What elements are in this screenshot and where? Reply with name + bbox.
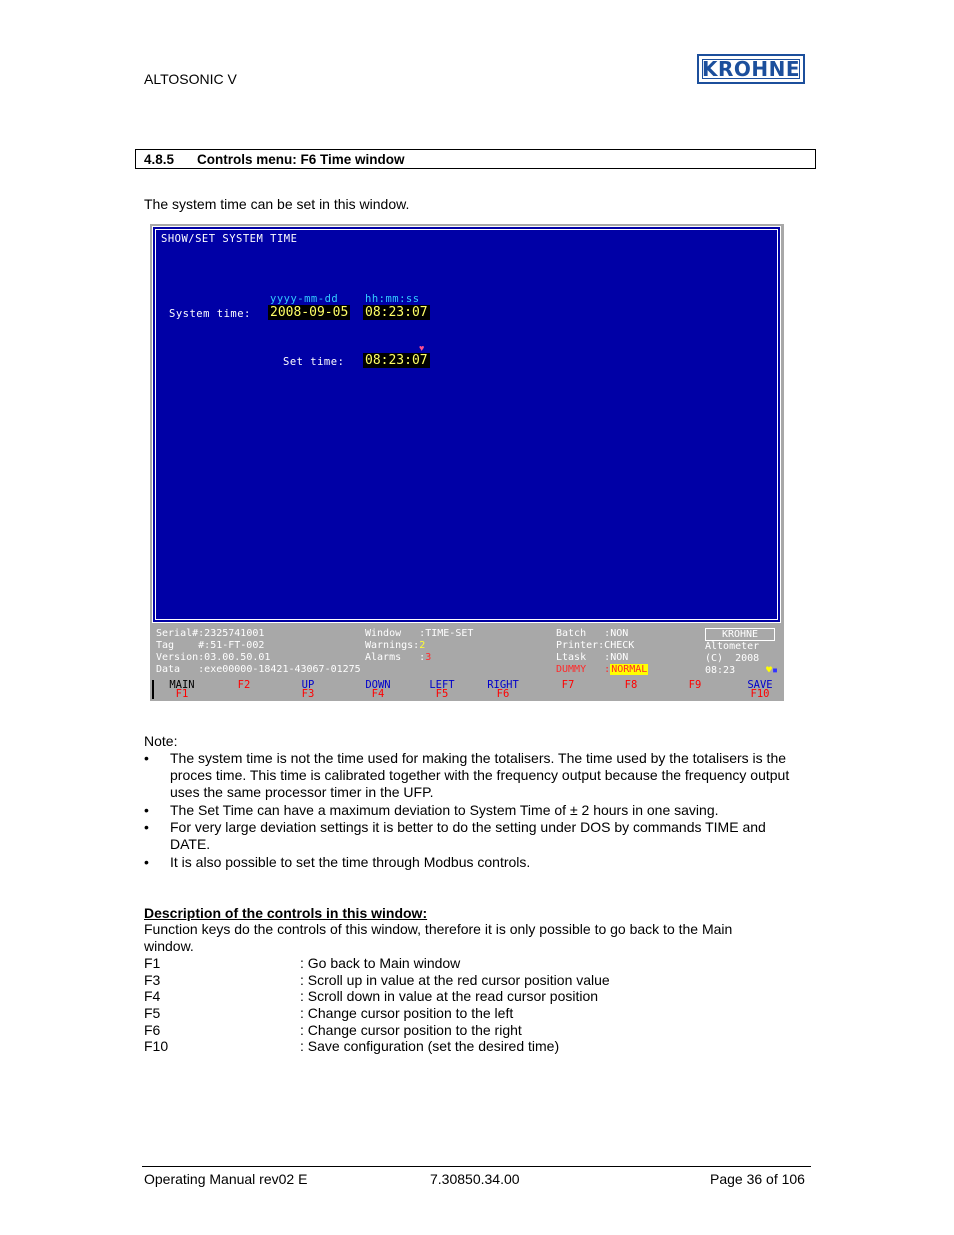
- set-time-field[interactable]: 08:23:07: [365, 353, 428, 368]
- f1-key[interactable]: MAIN F1: [169, 679, 195, 700]
- screen-title: SHOW/SET SYSTEM TIME: [161, 233, 298, 245]
- system-date-field[interactable]: 2008-09-05: [270, 305, 349, 320]
- version-value: 03.00.50.01: [204, 652, 271, 663]
- data-label: Data :: [156, 664, 205, 675]
- f4-key[interactable]: DOWN F4: [365, 679, 391, 700]
- task-value: NON: [610, 652, 629, 663]
- controls-intro: Function keys do the controls of this window, therefore it is only possible to go back to the Main window.: [144, 921, 733, 954]
- tag-label: Tag #:: [156, 640, 211, 651]
- section-title: Controls menu: F6 Time window: [197, 152, 405, 167]
- krohne-logo: [697, 54, 805, 84]
- batch-value: NON: [610, 628, 629, 639]
- krohne-mini-logo: KROHNE: [705, 628, 775, 641]
- heartbeat-icon: ♥▪: [766, 665, 779, 676]
- version-label: Version:: [156, 652, 205, 663]
- time-format-label: hh:mm:ss: [365, 293, 420, 305]
- printer-label: Printer:: [556, 640, 605, 651]
- control-key: F6: [144, 1022, 161, 1038]
- f2-key[interactable]: F2: [237, 679, 251, 691]
- footer-left: Operating Manual rev02 E: [144, 1171, 308, 1187]
- control-key: F3: [144, 972, 161, 988]
- footer-divider: [142, 1166, 811, 1167]
- control-desc: : Go back to Main window: [300, 955, 461, 971]
- controls-heading: Description of the controls in this window:: [144, 905, 428, 921]
- control-key: F5: [144, 1005, 161, 1021]
- heart-cursor-icon: ♥: [419, 343, 425, 353]
- task-label: Ltask :: [556, 652, 611, 663]
- alarms-label: Alarms :: [365, 652, 426, 663]
- dummy-label: DUMMY :: [556, 664, 611, 675]
- footer-center: 7.30850.34.00: [430, 1171, 520, 1187]
- control-key: F10: [144, 1038, 169, 1054]
- logo-text: KROHNE: [701, 57, 801, 81]
- warnings-label: Warnings:: [365, 640, 420, 651]
- system-time-field[interactable]: 08:23:07: [365, 305, 428, 320]
- f5-key[interactable]: LEFT F5: [429, 679, 455, 700]
- function-key-bar: [152, 680, 783, 699]
- control-desc: : Save configuration (set the desired time): [300, 1038, 560, 1054]
- note-heading: Note:: [144, 733, 178, 749]
- document-title: ALTOSONIC V: [144, 71, 237, 87]
- alarms-value: 3: [425, 652, 432, 663]
- window-value: TIME-SET: [425, 628, 474, 639]
- section-heading: [135, 149, 816, 169]
- copyright: (C) 2008: [705, 653, 760, 664]
- control-desc: : Change cursor position to the left: [300, 1005, 514, 1021]
- control-desc: : Scroll down in value at the read cursor position: [300, 988, 599, 1004]
- date-format-label: yyyy-mm-dd: [270, 293, 339, 305]
- normal-badge: NORMAL: [611, 664, 648, 675]
- section-number: 4.8.5: [144, 152, 175, 167]
- intro-text: The system time can be set in this window.: [144, 196, 410, 212]
- page-number: Page 36 of 106: [710, 1171, 805, 1187]
- tag-value: 51-FT-002: [210, 640, 265, 651]
- batch-label: Batch :: [556, 628, 611, 639]
- serial-value: 2325741001: [204, 628, 265, 639]
- control-key: F1: [144, 955, 161, 971]
- window-label: Window :: [365, 628, 426, 639]
- control-key: F4: [144, 988, 161, 1004]
- product-name: Altometer: [705, 641, 760, 652]
- f10-key[interactable]: SAVE F10: [747, 679, 773, 700]
- system-time-label: System time:: [169, 308, 251, 320]
- screen-area: [152, 226, 781, 623]
- f8-key[interactable]: F8: [624, 679, 638, 691]
- warnings-value: 2: [419, 640, 426, 651]
- f7-key[interactable]: F7: [561, 679, 575, 691]
- serial-label: Serial#:: [156, 628, 205, 639]
- set-time-label: Set time:: [283, 356, 345, 368]
- control-desc: : Scroll up in value at the red cursor position value: [300, 972, 610, 988]
- control-desc: : Change cursor position to the right: [300, 1022, 522, 1038]
- clock: 08:23: [705, 665, 736, 676]
- status-bar: [152, 627, 783, 679]
- time-window-screenshot: [150, 224, 784, 701]
- printer-value: CHECK: [604, 640, 635, 651]
- data-value: exe00000-18421-43067-01275: [204, 664, 361, 675]
- f6-key[interactable]: RIGHT F6: [487, 679, 519, 700]
- f9-key[interactable]: F9: [688, 679, 702, 691]
- f3-key[interactable]: UP F3: [301, 679, 315, 700]
